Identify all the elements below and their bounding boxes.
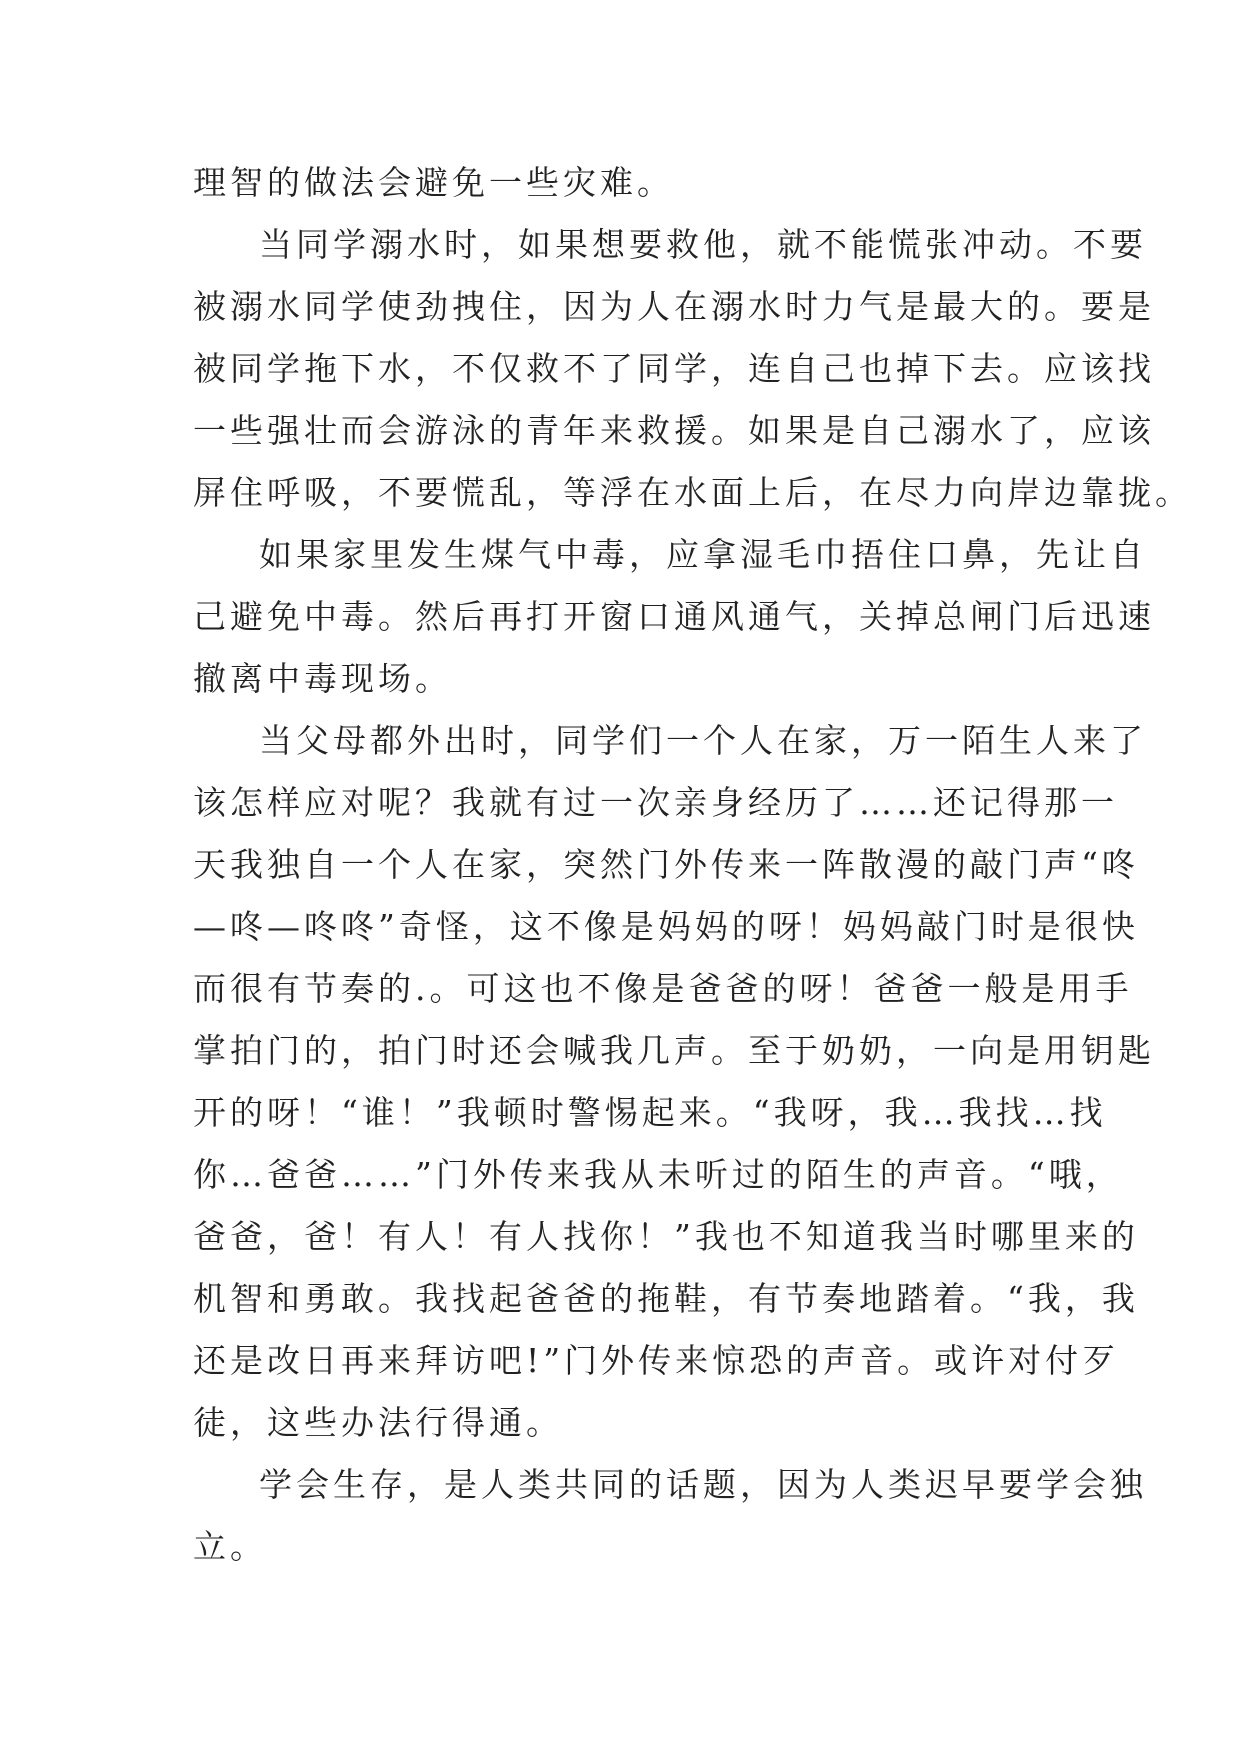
text-line: 被 溺 水 同 学 使 劲 拽 住 ， 因 为 人 在 溺 水 时 力 气 是 最 大 的 。 要 是 (193, 287, 1155, 326)
text-line: 己 避 免 中 毒 。 然 后 再 打 开 窗 口 通 风 通 气 ， 关 掉 总 闸 门 后 迅 速 (193, 597, 1155, 636)
text-line: — 咚 — 咚 咚 ” 奇 怪 ， 这 不 像 是 妈 妈 的 呀 ！ 妈 妈 敲 门 时 是 很 快 (193, 907, 1139, 946)
text-line: 学 会 生 存 ， 是 人 类 共 同 的 话 题 ， 因 为 人 类 迟 早 要 学 会 独 (259, 1465, 1147, 1504)
text-line: 机 智 和 勇 敢 。 我 找 起 爸 爸 的 拖 鞋 ， 有 节 奏 地 踏 着 。 “ 我 ， 我 (193, 1279, 1139, 1318)
text-line: 爸 爸 ， 爸 ！ 有 人 ！ 有 人 找 你 ！ ” 我 也 不 知 道 我 当 时 哪 里 来 的 (193, 1217, 1139, 1256)
text-line: 屏住呼吸，不要慌乱，等浮在水面上后，在尽力向岸边靠拢。 (193, 473, 1192, 512)
text-line: 你 … 爸 爸 … … ” 门 外 传 来 我 从 未 听 过 的 陌 生 的 声 音 。 “ 哦 ， (193, 1155, 1123, 1194)
text-line: 徒，这些办法行得通。 (193, 1403, 563, 1442)
text-line: 立。 (193, 1527, 267, 1566)
text-line: 理智的做法会避免一些灾难。 (193, 163, 674, 202)
document-page (193, 152, 1192, 1578)
text-line: 如 果 家 里 发 生 煤 气 中 毒 ， 应 拿 湿 毛 巾 捂 住 口 鼻 ， 先 让 自 (259, 535, 1147, 574)
text-line: 还 是 改 日 再 来 拜 访 吧 ! ” 门 外 传 来 惊 恐 的 声 音 。 或 许 对 付 歹 (193, 1341, 1120, 1380)
text-line: 天 我 独 自 一 个 人 在 家 ， 突 然 门 外 传 来 一 阵 散 漫 的 敲 门 声 “ 咚 (193, 845, 1139, 884)
text-line: 开 的 呀 ！ “ 谁 ！ ” 我 顿 时 警 惕 起 来 。 “ 我 呀 ， 我 … 我 找 … 找 (193, 1093, 1107, 1132)
text-line: 撤离中毒现场。 (193, 659, 452, 698)
text-line: 而 很 有 节 奏 的 . 。 可 这 也 不 像 是 爸 爸 的 呀 ！ 爸 爸 一 般 是 用 手 (193, 969, 1133, 1008)
text-line: 该 怎 样 应 对 呢 ？ 我 就 有 过 一 次 亲 身 经 历 了 … … 还 记 得 那 一 (193, 783, 1118, 822)
text-line: 当 父 母 都 外 出 时 ， 同 学 们 一 个 人 在 家 ， 万 一 陌 生 人 来 了 (259, 721, 1147, 760)
text-line: 当 同 学 溺 水 时 ， 如 果 想 要 救 他 ， 就 不 能 慌 张 冲 动 。 不 要 (259, 225, 1147, 264)
text-line: 掌 拍 门 的 ， 拍 门 时 还 会 喊 我 几 声 。 至 于 奶 奶 ， 一 向 是 用 钥 匙 (193, 1031, 1155, 1070)
text-line: 被 同 学 拖 下 水 ， 不 仅 救 不 了 同 学 ， 连 自 己 也 掉 下 去 。 应 该 找 (193, 349, 1155, 388)
text-line: 一 些 强 壮 而 会 游 泳 的 青 年 来 救 援 。 如 果 是 自 己 溺 水 了 ， 应 该 (193, 411, 1155, 450)
